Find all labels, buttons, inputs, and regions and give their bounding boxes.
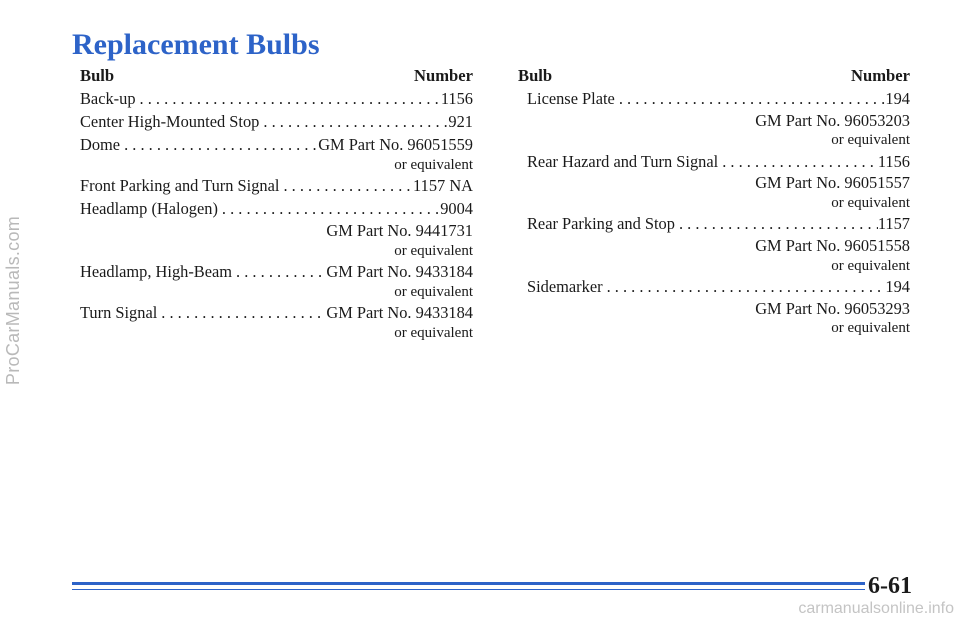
bulb-name: Rear Hazard and Turn Signal — [527, 151, 719, 171]
bulb-equivalent-note: or equivalent — [394, 324, 473, 341]
right-bulb-table — [518, 64, 910, 339]
bulb-name: Headlamp, High-Beam — [80, 262, 233, 282]
bulb-name: Front Parking and Turn Signal — [80, 176, 280, 196]
bulb-entry-sidemarker — [518, 276, 910, 337]
left-bulb-table — [80, 64, 473, 343]
dot-leader — [218, 198, 440, 220]
bulb-number: 194 — [885, 277, 910, 297]
dot-leader — [279, 175, 413, 197]
bulb-name: Dome — [80, 135, 121, 155]
bulb-gm-part-number: GM Part No. 96051557 — [755, 173, 910, 193]
bulb-equivalent-note: or equivalent — [394, 242, 473, 259]
dot-leader — [136, 88, 441, 110]
left-header-number: Number — [414, 66, 473, 85]
bulb-name: Headlamp (Halogen) — [80, 199, 218, 219]
bulb-gm-part-number: GM Part No. 96051558 — [755, 235, 910, 255]
bulb-entry-center-high-mounted-stop — [80, 111, 473, 133]
bulb-entry-front-parking-turn-signal — [80, 175, 473, 197]
page-title: Replacement Bulbs — [72, 28, 320, 61]
dot-leader — [157, 302, 326, 324]
bulb-gm-part-number: GM Part No. 9441731 — [326, 220, 473, 240]
right-header-number: Number — [851, 66, 910, 85]
bulb-equivalent-note: or equivalent — [831, 194, 910, 211]
bulb-name: Sidemarker — [527, 277, 603, 297]
footer-rule-thin — [72, 589, 865, 590]
bulb-equivalent-note: or equivalent — [831, 132, 910, 149]
bulb-equivalent-note: or equivalent — [394, 283, 473, 300]
bulb-name: License Plate — [527, 89, 615, 108]
bulb-number: 194 — [885, 89, 910, 108]
dot-leader — [120, 134, 318, 156]
bulb-equivalent-note: or equivalent — [831, 257, 910, 274]
bulb-number: 1157 NA — [413, 176, 473, 196]
bulb-number: 1156 — [877, 151, 910, 171]
side-watermark-text: ProCarManuals.com — [3, 215, 24, 385]
bottom-watermark: carmanualsonline.info — [798, 600, 954, 617]
bulb-equivalent-note: or equivalent — [394, 156, 473, 173]
left-header-bulb: Bulb — [80, 66, 115, 85]
bulb-name: Turn Signal — [80, 303, 158, 323]
bulb-name: Back-up — [80, 89, 136, 108]
bulb-number: 1157 — [877, 214, 910, 234]
side-watermark — [2, 90, 26, 510]
footer-rule-thick — [72, 582, 865, 585]
bulb-entry-rear-hazard-turn-signal — [518, 151, 910, 212]
bulb-number: 9004 — [440, 199, 473, 219]
bulb-number: GM Part No. 9433184 — [326, 262, 473, 282]
bulb-entry-headlamp-halogen — [80, 198, 473, 259]
dot-leader — [615, 88, 886, 110]
bulb-entry-back-up — [80, 88, 473, 110]
right-table-header — [518, 64, 910, 87]
bulb-entry-headlamp-high-beam — [80, 261, 473, 301]
dot-leader — [232, 261, 326, 283]
page-number: 6-61 — [868, 573, 912, 599]
bulb-entry-dome — [80, 134, 473, 174]
bulb-entry-license-plate — [518, 88, 910, 149]
footer-rules — [72, 582, 865, 594]
bulb-number: GM Part No. 96051559 — [318, 135, 473, 155]
bulb-gm-part-number: GM Part No. 96053203 — [755, 110, 910, 130]
bulb-number: GM Part No. 9433184 — [326, 303, 473, 323]
left-table-header — [80, 64, 473, 87]
right-header-bulb: Bulb — [518, 66, 553, 85]
bulb-equivalent-note: or equivalent — [831, 320, 910, 337]
bulb-name: Center High-Mounted Stop — [80, 112, 260, 132]
dot-leader — [675, 213, 878, 235]
bulb-number: 921 — [448, 112, 473, 132]
dot-leader — [603, 276, 886, 298]
dot-leader — [718, 151, 878, 173]
bulb-gm-part-number: GM Part No. 96053293 — [755, 298, 910, 318]
dot-leader — [259, 111, 448, 133]
bulb-entry-turn-signal — [80, 302, 473, 342]
bulb-entry-rear-parking-stop — [518, 213, 910, 274]
bulb-name: Rear Parking and Stop — [527, 214, 675, 234]
bulb-number: 1156 — [440, 89, 473, 108]
